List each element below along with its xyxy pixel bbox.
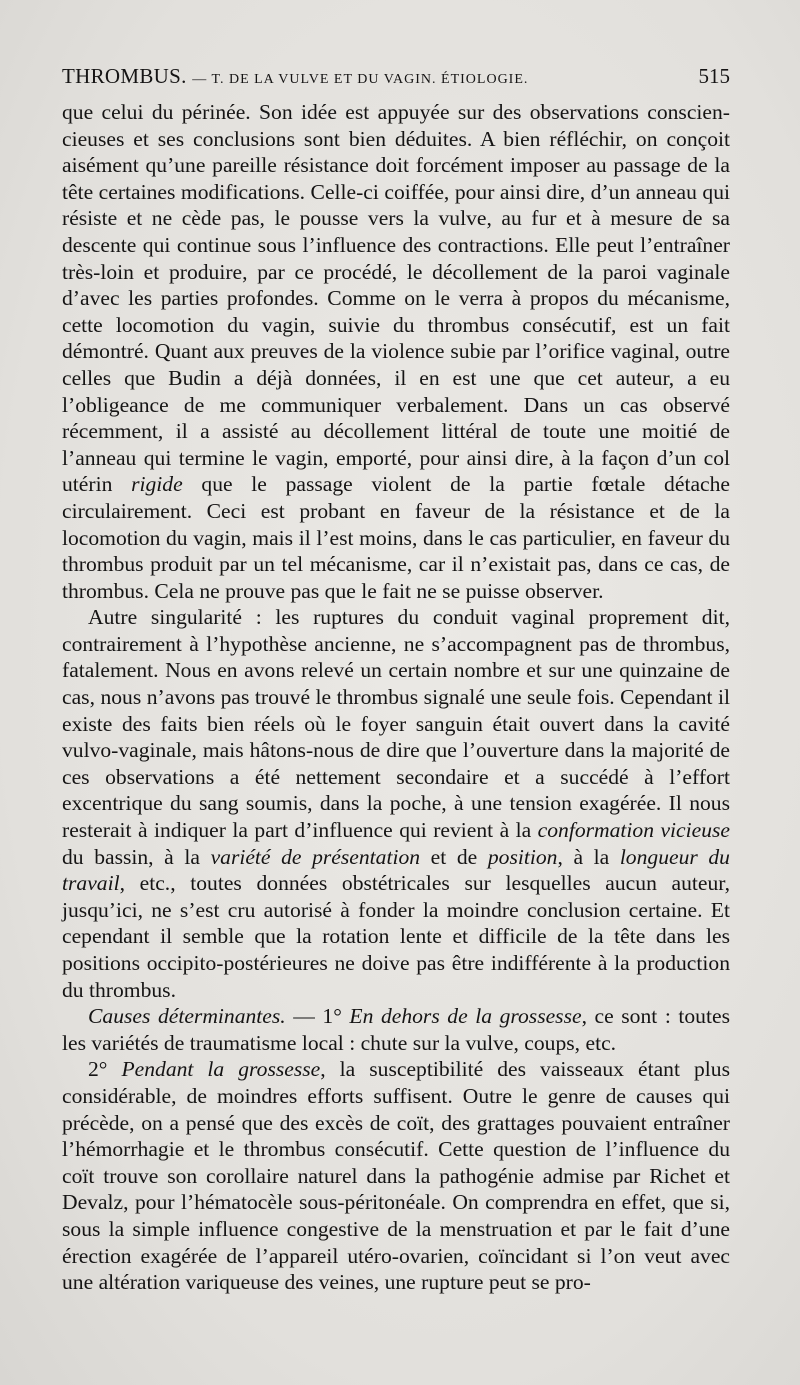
paragraph-3: Causes déterminantes. — 1° En dehors de la grossesse, ce sont : toutes les variétés de traumatisme local : chute sur la vulve, coups, etc. (62, 1004, 730, 1055)
page-number: 515 (698, 64, 730, 88)
running-header (62, 64, 730, 100)
body-text (62, 99, 730, 1296)
running-title-subtitle: — T. DE LA VULVE ET DU VAGIN. ÉTIOLOGIE. (192, 72, 529, 87)
paragraph-4: 2° Pendant la grossesse, la susceptibilité des vaisseaux étant plus considérable, de moindres efforts suffisent. Outre le genre de causes qui précède, on a pensé que des excès de coït, des grattages pouvaient entraîner l’hémorrhagie et le thrombus consécutif. Cette question de l’influence du coït trouve son corollaire naturel dans la pathogénie admise par Richet et Devalz, pour l’hématocèle sous-péritonéale. On comprendra en effet, que si, sous la simple influence congestive de la menstruation et par le fait d’une érection exagérée de l’appareil utéro-ovarien, coïncidant si l’on veut avec une altération variqueuse des veines, une rupture peut se pro- (62, 1057, 730, 1295)
running-title (62, 64, 528, 89)
running-title-main: THROMBUS. (62, 64, 187, 88)
paragraph-2: Autre singularité : les ruptures du conduit vaginal proprement dit, contrairement à l’hypothèse ancienne, ne s’accompagnent pas de thrombus, fatalement. Nous en avons relevé un certain nombre et sur une quinzaine de cas, nous n’avons pas trouvé le thrombus signalé une seule fois. Cependant il existe des faits bien réels où le foyer sanguin était ouvert dans la cavité vulvo-vaginale, mais hâtons-nous de dire que l’ouverture dans la majorité de ces observations a été nettement secondaire et a succédé à l’effort excentrique du sang soumis, dans la poche, à une tension exagérée. Il nous resterait à indiquer la part d’influence qui revient à la conformation vicieuse du bassin, à la variété de présentation et de position, à la longueur du travail, etc., toutes données obstétricales sur lesquelles aucun auteur, jusqu’ici, ne s’est cru autorisé à fonder la moindre conclusion certaine. Et cependant il semble que la rotation lente et difficile de la tête dans les positions occipito-postérieures ne doive pas être indifférente à la production du thrombus. (62, 605, 730, 1002)
paragraph-1: que celui du périnée. Son idée est appuyée sur des observations consciencieuses et ses conclusions sont bien déduites. A bien réfléchir, on conçoit aisément qu’une pareille résistance doit forcément imposer au passage de la tête certaines modifications. Celle-ci coiffée, pour ainsi dire, d’un anneau qui résiste et ne cède pas, le pousse vers la vulve, au fur et à mesure de sa descente qui continue sous l’influence des contractions. Elle peut l’entraîner très-loin et produire, par ce procédé, le décollement de la paroi vaginale d’avec les parties profondes. Comme on le verra à propos du mécanisme, cette locomotion du vagin, suivie du thrombus consécutif, est un fait démontré. Quant aux preuves de la violence subie par l’orifice vaginal, outre celles que Budin a déjà données, il en est une que cet auteur, a eu l’obligeance de me communiquer verbalement. Dans un cas observé récemment, il a assisté au décollement littéral de toute une moitié de l’anneau qui termine le vagin, emporté, pour ainsi dire, à la façon d’un col utérin rigide que le passage violent de la partie fœtale détache circulairement. Ceci est probant en faveur de la résistance et de la locomotion du vagin, mais il l’est moins, dans le cas particulier, en faveur du thrombus produit par un tel mécanisme, car il n’existait pas, dans ce cas, de thrombus. Cela ne prouve pas que le fait ne se puisse observer. (62, 100, 730, 603)
